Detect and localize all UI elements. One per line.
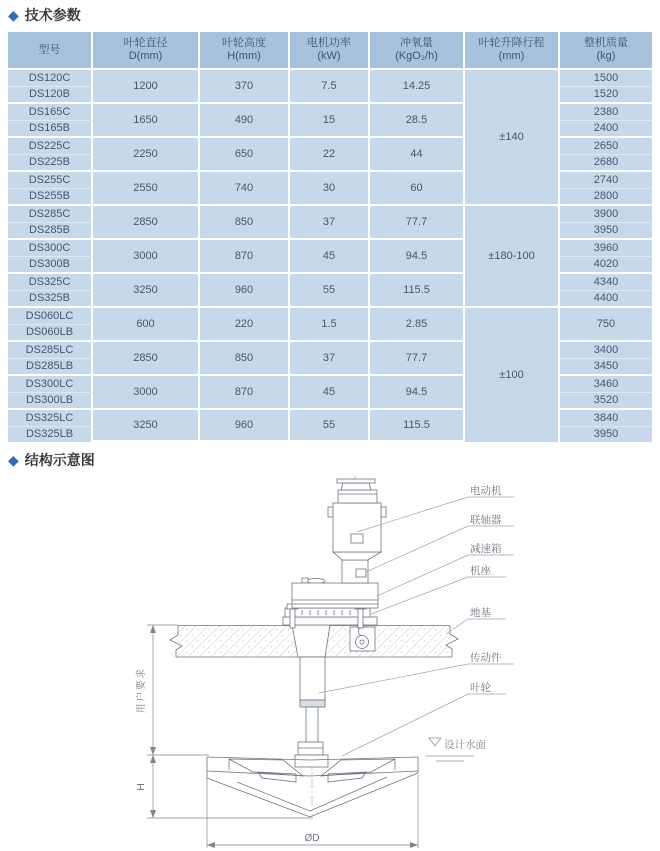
table-row <box>8 308 652 325</box>
height-cell: 220 <box>200 308 290 342</box>
model-cell: DS255B <box>8 189 93 207</box>
model-cell: DS255C <box>8 172 93 189</box>
diameter-cell: 3250 <box>93 274 200 308</box>
oxygen-cell: 77.7 <box>370 342 465 376</box>
height-cell: 850 <box>200 206 290 240</box>
table-row <box>8 206 652 223</box>
motor-label: 电动机 <box>470 485 502 497</box>
mass-cell: 3950 <box>560 427 652 443</box>
power-cell: 55 <box>290 274 370 308</box>
power-cell: 37 <box>290 342 370 376</box>
oxygen-cell: 28.5 <box>370 104 465 138</box>
diamond-bullet-icon: ◆ <box>8 452 19 468</box>
col-header-model: 型号 <box>8 32 93 70</box>
model-cell: DS325LC <box>8 410 93 427</box>
col-header-mass: 整机质量 (kg) <box>560 32 652 70</box>
model-cell: DS300B <box>8 257 93 275</box>
mass-cell: 3400 <box>560 342 652 359</box>
mass-cell: 4020 <box>560 257 652 275</box>
height-cell: 370 <box>200 70 290 104</box>
stroke-cell: ±180-100 <box>465 206 560 308</box>
model-cell: DS060LC <box>8 308 93 325</box>
power-cell: 45 <box>290 376 370 410</box>
shaft-sleeve <box>292 625 330 657</box>
oxygen-cell: 115.5 <box>370 410 465 442</box>
structure-diagram <box>0 460 660 851</box>
parameters-table <box>8 32 652 442</box>
model-cell: DS300LB <box>8 393 93 411</box>
height-dim-label: H <box>135 783 147 791</box>
col-header-height: 叶轮高度 H(mm) <box>200 32 290 70</box>
section-title-text: 结构示意图 <box>24 452 95 468</box>
oxygen-cell: 2.85 <box>370 308 465 342</box>
coupling <box>342 560 368 583</box>
mass-cell: 1500 <box>560 70 652 87</box>
model-cell: DS225C <box>8 138 93 155</box>
coupling-label: 联轴器 <box>470 514 502 526</box>
diameter-cell: 3000 <box>93 240 200 274</box>
transmission-label: 传动件 <box>470 652 502 664</box>
model-cell: DS300LC <box>8 376 93 393</box>
parameters-table-wrap <box>8 32 652 442</box>
mass-cell: 2680 <box>560 155 652 173</box>
oxygen-cell: 94.5 <box>370 240 465 274</box>
user-requirement-label: 用户要求 <box>136 666 147 714</box>
model-cell: DS225B <box>8 155 93 173</box>
power-cell: 15 <box>290 104 370 138</box>
diamond-bullet-icon: ◆ <box>8 7 19 23</box>
mass-cell: 2380 <box>560 104 652 121</box>
stroke-cell: ±100 <box>465 308 560 442</box>
diameter-cell: 2550 <box>93 172 200 206</box>
mass-cell: 3450 <box>560 359 652 377</box>
model-cell: DS120B <box>8 87 93 105</box>
oxygen-cell: 94.5 <box>370 376 465 410</box>
mass-cell: 1520 <box>560 87 652 105</box>
height-cell: 850 <box>200 342 290 376</box>
model-cell: DS120C <box>8 70 93 87</box>
dimension-lines <box>147 625 418 848</box>
model-cell: DS300C <box>8 240 93 257</box>
oxygen-cell: 115.5 <box>370 274 465 308</box>
mass-cell: 2400 <box>560 121 652 139</box>
mass-cell: 3520 <box>560 393 652 411</box>
transmission-shaft <box>295 657 328 767</box>
diameter-cell: 1200 <box>93 70 200 104</box>
col-header-stroke: 叶轮升降行程 (mm) <box>465 32 560 70</box>
water-level-label: 设计水面 <box>444 739 486 751</box>
mass-cell: 3840 <box>560 410 652 427</box>
mass-cell: 3460 <box>560 376 652 393</box>
dimension-arrows <box>150 625 418 848</box>
section-title-text: 技术参数 <box>24 7 81 23</box>
power-cell: 22 <box>290 138 370 172</box>
pulley-recess <box>350 627 375 651</box>
col-header-power: 电机功率 (kW) <box>290 32 370 70</box>
diameter-cell: 2850 <box>93 342 200 376</box>
model-cell: DS325C <box>8 274 93 291</box>
power-cell: 1.5 <box>290 308 370 342</box>
base-label: 机座 <box>470 565 491 577</box>
mass-cell: 2650 <box>560 138 652 155</box>
diameter-cell: 2250 <box>93 138 200 172</box>
foundation-label: 地基 <box>470 607 491 619</box>
col-header-oxygen: 冲氧量 (KgO₂/h) <box>370 32 465 70</box>
model-cell: DS285B <box>8 223 93 241</box>
col-header-diameter: 叶轮直径 D(mm) <box>93 32 200 70</box>
diameter-cell: 3250 <box>93 410 200 442</box>
mass-cell: 750 <box>560 308 652 342</box>
mass-cell: 4340 <box>560 274 652 291</box>
diameter-dim-label: ØD <box>304 833 320 844</box>
electric-motor <box>328 479 386 560</box>
mass-cell: 3900 <box>560 206 652 223</box>
model-cell: DS325LB <box>8 427 93 443</box>
stroke-cell: ±140 <box>465 70 560 206</box>
mass-cell: 3960 <box>560 240 652 257</box>
height-cell: 870 <box>200 376 290 410</box>
height-cell: 650 <box>200 138 290 172</box>
height-cell: 740 <box>200 172 290 206</box>
height-cell: 870 <box>200 240 290 274</box>
model-cell: DS165C <box>8 104 93 121</box>
height-cell: 960 <box>200 274 290 308</box>
power-cell: 45 <box>290 240 370 274</box>
height-cell: 960 <box>200 410 290 442</box>
section-title-parameters <box>8 5 81 25</box>
model-cell: DS285C <box>8 206 93 223</box>
diameter-cell: 3000 <box>93 376 200 410</box>
oxygen-cell: 14.25 <box>370 70 465 104</box>
power-cell: 55 <box>290 410 370 442</box>
diameter-cell: 600 <box>93 308 200 342</box>
power-cell: 7.5 <box>290 70 370 104</box>
model-cell: DS165B <box>8 121 93 139</box>
model-cell: DS060LB <box>8 325 93 343</box>
model-cell: DS285LB <box>8 359 93 377</box>
height-cell: 490 <box>200 104 290 138</box>
mass-cell: 2800 <box>560 189 652 207</box>
mass-cell: 4400 <box>560 291 652 309</box>
oxygen-cell: 77.7 <box>370 206 465 240</box>
impeller-label: 叶轮 <box>470 682 491 694</box>
diameter-cell: 2850 <box>93 206 200 240</box>
model-cell: DS325B <box>8 291 93 309</box>
power-cell: 30 <box>290 172 370 206</box>
mass-cell: 2740 <box>560 172 652 189</box>
oxygen-cell: 60 <box>370 172 465 206</box>
table-row <box>8 70 652 87</box>
mass-cell: 3950 <box>560 223 652 241</box>
power-cell: 37 <box>290 206 370 240</box>
model-cell: DS285LC <box>8 342 93 359</box>
table-header <box>8 32 652 70</box>
gearbox-label: 减速箱 <box>470 543 502 555</box>
oxygen-cell: 44 <box>370 138 465 172</box>
diameter-cell: 1650 <box>93 104 200 138</box>
